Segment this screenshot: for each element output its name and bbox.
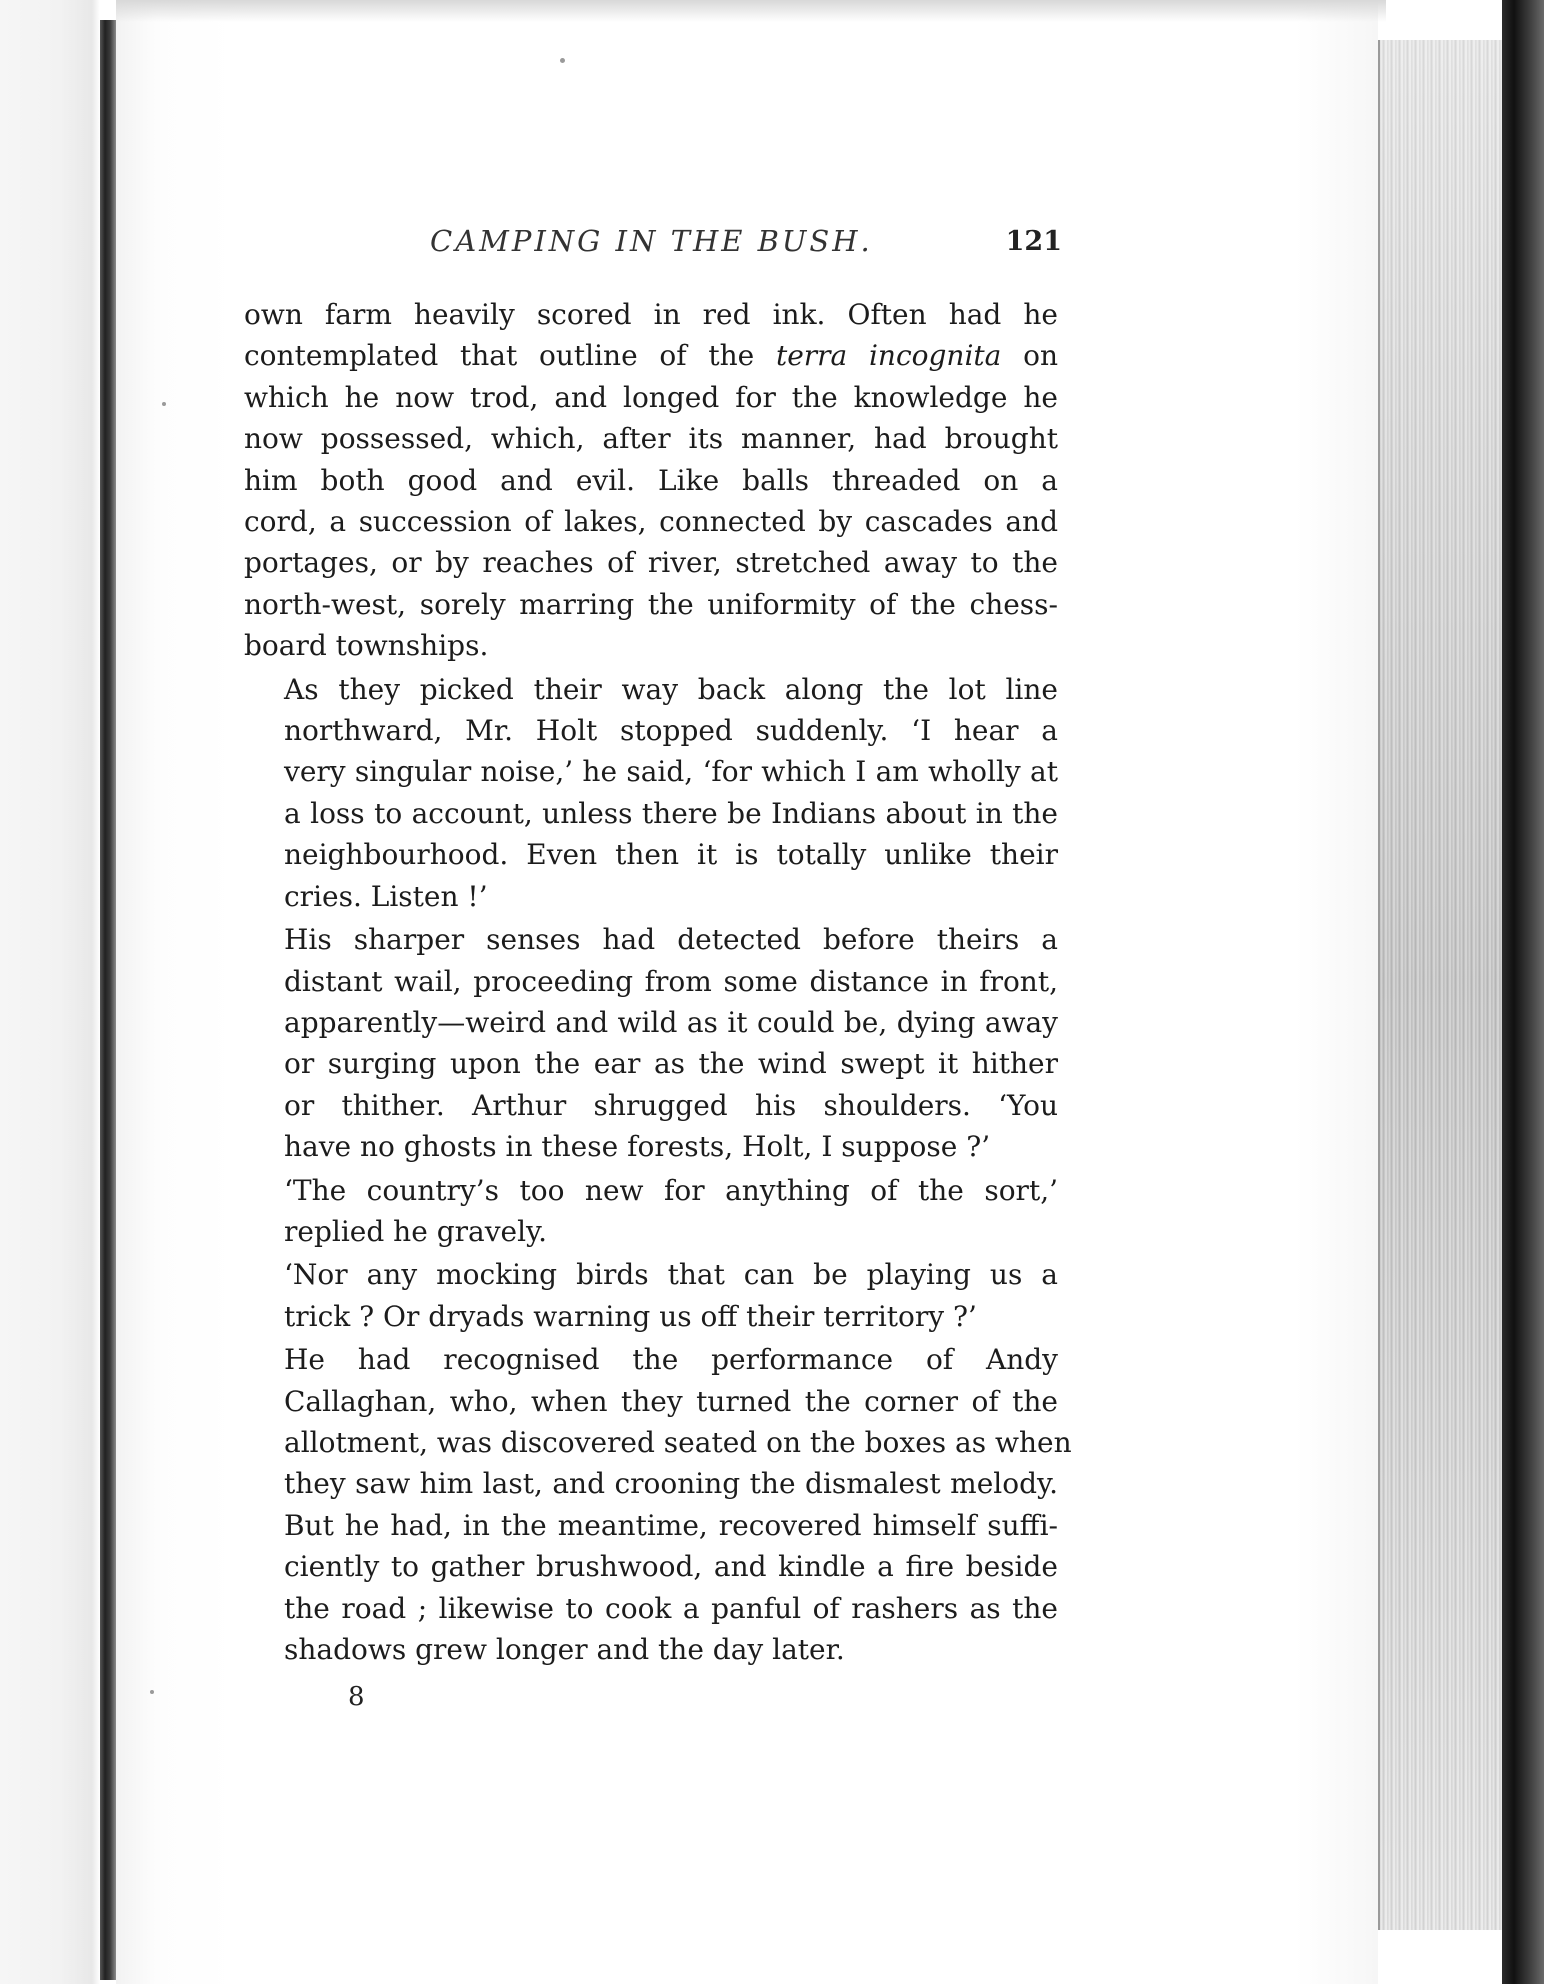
text-line: portages, or by reaches of river, stretched away to the <box>244 546 1058 580</box>
paragraph-5 <box>244 1254 1058 1337</box>
facing-page-edge <box>0 0 100 1984</box>
scan-speck <box>162 402 166 406</box>
text-line: distant wail, proceeding from some distance in front, <box>284 964 1058 998</box>
text-line: him both good and evil. Like balls threaded on a <box>244 463 1058 497</box>
text-line: or surging upon the ear as the wind swept it hither <box>284 1047 1058 1081</box>
text-line: which he now trod, and longed for the knowledge he <box>244 380 1058 414</box>
text-line: neighbourhood. Even then it is totally unlike their <box>284 838 1058 872</box>
text-line: northward, Mr. Holt stopped suddenly. ‘I hear a <box>284 714 1058 748</box>
text-line: His sharper senses had detected before theirs a <box>284 923 1058 957</box>
text-line: But he had, in the meantime, recovered himself suffi- <box>284 1508 1058 1542</box>
text-line: contemplated that outline of the terra incognita on <box>244 339 1058 373</box>
signature-mark: 8 <box>348 1682 365 1712</box>
text-line: ‘The country’s too new for anything of the sort,’ <box>284 1173 1058 1207</box>
text-line: they saw him last, and crooning the dismalest melody. <box>284 1467 1058 1501</box>
text-line: very singular noise,’ he said, ‘for which I am wholly at <box>284 755 1058 789</box>
paragraph-6 <box>244 1339 1072 1670</box>
text-line: Callaghan, who, when they turned the corner of the <box>284 1384 1058 1418</box>
text-line: shadows grew longer and the day later. <box>284 1633 845 1666</box>
scan-speck <box>150 1690 154 1694</box>
paragraph-3 <box>244 919 1058 1167</box>
text-line: He had recognised the performance of Andy <box>284 1343 1058 1377</box>
text-line: As they picked their way back along the lot line <box>284 672 1058 706</box>
running-title: CAMPING IN THE BUSH. <box>430 224 873 258</box>
text-line: cries. Listen !’ <box>284 879 488 913</box>
text-line: the road ; likewise to cook a panful of rashers as the <box>284 1591 1058 1625</box>
text-line: have no ghosts in these forests, Holt, I suppose ?’ <box>284 1130 991 1164</box>
paragraph-1 <box>244 294 1058 667</box>
page-top-shadow <box>116 0 1386 22</box>
text-line: apparently—weird and wild as it could be, dying away <box>284 1005 1058 1039</box>
text-line: cord, a succession of lakes, connected by cascades and <box>244 505 1058 539</box>
running-head <box>240 224 1070 270</box>
text-line: allotment, was discovered seated on the boxes as when <box>284 1425 1072 1459</box>
text-line: now possessed, which, after its manner, had brought <box>244 422 1058 456</box>
text-line: own farm heavily scored in red ink. Often had he <box>244 298 1058 331</box>
page-stack-edge <box>1378 40 1504 1930</box>
text-line: replied he gravely. <box>284 1214 548 1248</box>
text-line: ciently to gather brushwood, and kindle a fire beside <box>284 1550 1058 1584</box>
paragraph-4 <box>244 1170 1058 1253</box>
text-line: trick ? Or dryads warning us off their territory ?’ <box>284 1299 977 1333</box>
paragraph-2 <box>244 669 1058 917</box>
text-line: or thither. Arthur shrugged his shoulders. ‘You <box>284 1088 1058 1122</box>
book-cover-edge <box>1502 0 1544 1984</box>
text-line: board townships. <box>244 629 489 663</box>
page-number: 121 <box>1005 226 1062 257</box>
text-line: a loss to account, unless there be Indians about in the <box>284 796 1058 830</box>
text-line: ‘Nor any mocking birds that can be playing us a <box>284 1258 1058 1292</box>
body-text <box>244 294 1072 1672</box>
italic-phrase: terra incognita <box>775 339 1002 373</box>
book-gutter <box>100 20 116 1980</box>
scan-speck <box>560 58 565 63</box>
text-line: north-west, sorely marring the uniformity of the chess- <box>244 587 1058 621</box>
